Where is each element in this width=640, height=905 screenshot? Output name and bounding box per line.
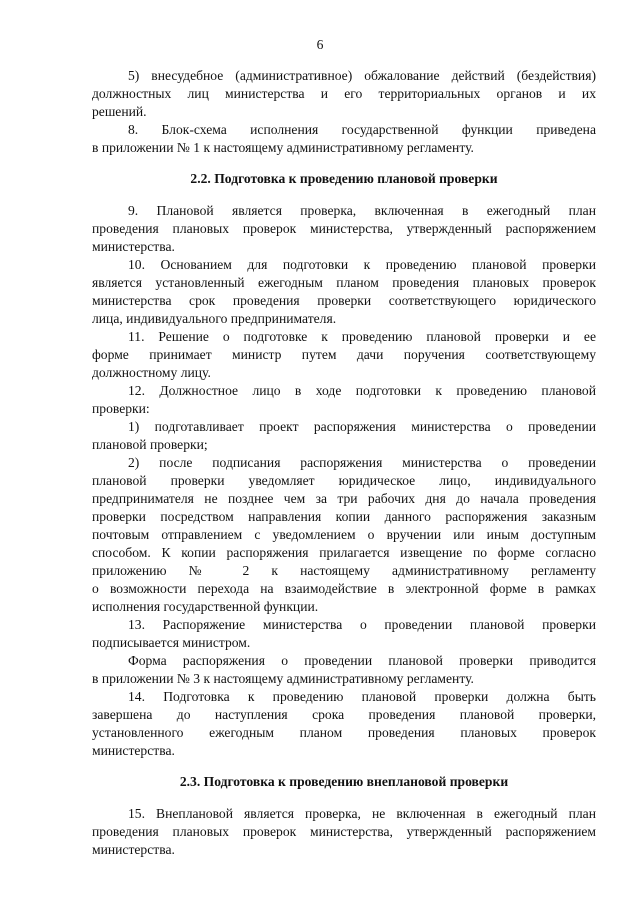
- text-line: проверки посредством направления копии данного распоряжения заказным: [92, 509, 596, 524]
- text-line: должностному лицу.: [92, 365, 211, 380]
- text-line: подписывается министром.: [92, 635, 251, 650]
- section-heading: 2.3. Подготовка к проведению внеплановой проверки: [179, 774, 509, 789]
- text-line: форме принимает министр путем дачи поручения соответствующему: [92, 347, 596, 362]
- text-line: предпринимателя не позднее чем за три рабочих дня до начала проведения: [92, 491, 596, 506]
- text-line: 15. Внеплановой является проверка, не включенная в ежегодный план: [128, 806, 596, 821]
- text-line: проверки:: [92, 401, 150, 416]
- text-line: 10. Основанием для подготовки к проведению плановой проверки: [128, 257, 596, 272]
- text-line: 1) подготавливает проект распоряжения министерства о проведении: [128, 419, 596, 434]
- text-line: в приложении № 3 к настоящему административному регламенту.: [92, 671, 474, 686]
- text-line: проведения плановых проверок министерства, утвержденный распоряжением: [92, 824, 596, 839]
- text-line: установленного ежегодным планом проведения плановых проверок: [92, 725, 596, 740]
- text-line: приложению № 2 к настоящему административному регламенту: [92, 563, 596, 578]
- text-line: 11. Решение о подготовке к проведению плановой проверки и ее: [128, 329, 596, 344]
- section-heading: 2.2. Подготовка к проведению плановой проверки: [190, 171, 498, 186]
- text-line: 13. Распоряжение министерства о проведении плановой проверки: [128, 617, 596, 632]
- text-line: министерства.: [92, 743, 175, 758]
- text-line: почтовым отправлением с уведомлением о вручении или иным доступным: [92, 527, 596, 542]
- text-line: является установленный ежегодным планом проведения плановых проверок: [92, 275, 596, 290]
- text-line: о возможности перехода на взаимодействие в электронной форме в рамках: [92, 581, 596, 596]
- text-line: должностных лиц министерства и его территориальных органов и их: [92, 86, 596, 101]
- text-line: Форма распоряжения о проведении плановой проверки приводится: [128, 653, 596, 668]
- text-line: 14. Подготовка к проведению плановой проверки должна быть: [128, 689, 596, 704]
- text-line: способом. К копии распоряжения прилагается извещение по форме согласно: [92, 545, 596, 560]
- text-line: 5) внесудебное (административное) обжалование действий (бездействия): [128, 68, 596, 83]
- text-line: решений.: [92, 104, 147, 119]
- text-line: лица, индивидуального предпринимателя.: [92, 311, 337, 326]
- page-number: 6: [316, 37, 324, 52]
- text-line: плановой проверки;: [92, 437, 208, 452]
- text-line: министерства срок проведения проверки соответствующего юридического: [92, 293, 596, 308]
- text-line: исполнения государственной функции.: [92, 599, 319, 614]
- text-line: 9. Плановой является проверка, включенная в ежегодный план: [128, 203, 596, 218]
- text-line: проведения плановых проверок министерства, утвержденный распоряжением: [92, 221, 596, 236]
- text-line: в приложении № 1 к настоящему административному регламенту.: [92, 140, 474, 155]
- text-line: министерства.: [92, 239, 175, 254]
- text-line: 8. Блок-схема исполнения государственной функции приведена: [128, 122, 596, 137]
- text-line: 12. Должностное лицо в ходе подготовки к проведению плановой: [128, 383, 596, 398]
- text-line: плановой проверки уведомляет юридическое лицо, индивидуального: [92, 473, 596, 488]
- text-line: министерства.: [92, 842, 175, 857]
- text-line: 2) после подписания распоряжения министерства о проведении: [128, 455, 596, 470]
- text-line: завершена до наступления срока проведения плановой проверки,: [92, 707, 596, 722]
